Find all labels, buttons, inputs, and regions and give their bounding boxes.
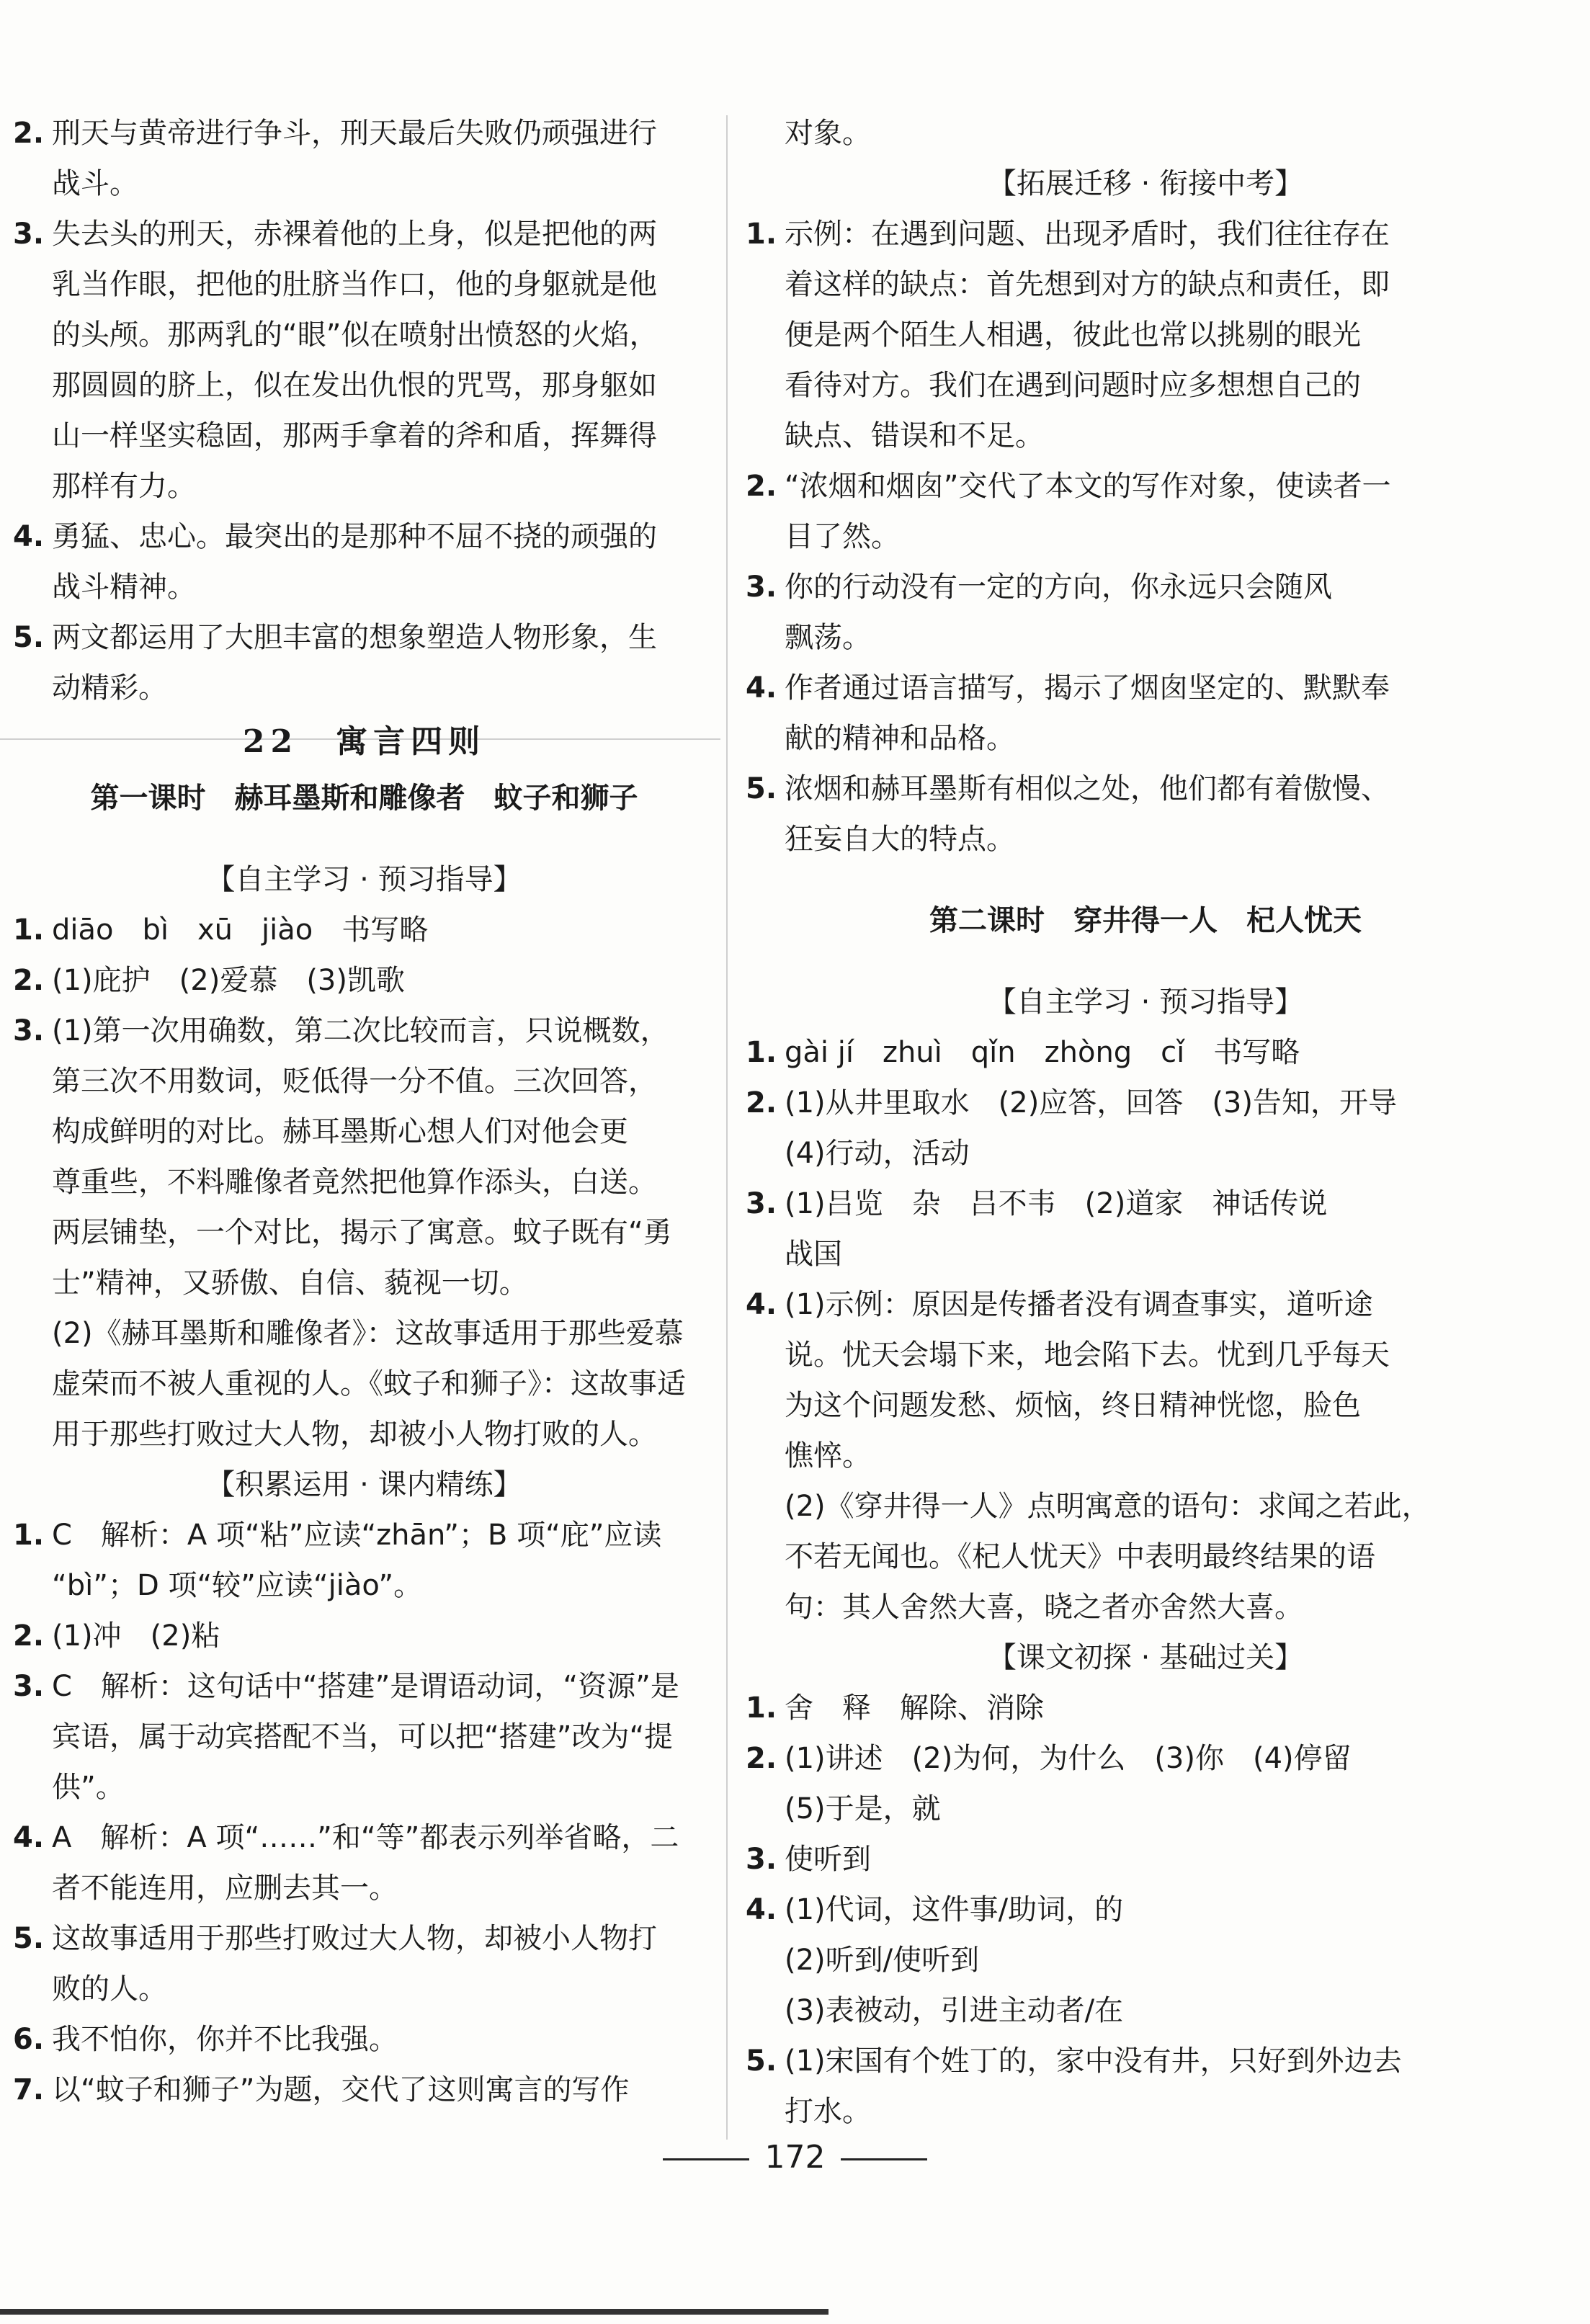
answer-continuation: (4)行动，活动 [785,1137,970,1170]
answer-continuation: 对象。 [785,117,871,150]
answer-continuation: 为这个问题发愁、烦恼，终日精神恍惚，脸色 [785,1389,1361,1422]
item-number: 5. [746,2044,777,2078]
item-text: “浓烟和烟囱”交代了本文的写作对象，使读者一 [785,470,1391,503]
answer-continuation: 说。忧天会塌下来，地会陷下去。忧到几乎每天 [785,1338,1390,1372]
answer-item [13,209,715,259]
answer-continuation: 那样有力。 [52,470,196,503]
item-number: 3. [13,1014,45,1047]
right-column [746,108,1545,2137]
section-heading: 【积累运用 · 课内精练】 [206,1468,522,1501]
item-number: 4. [746,1288,777,1321]
answer-item [13,1006,715,1056]
item-text: gài jí zhuì qǐn zhòng cǐ 书写略 [785,1036,1300,1069]
answer-continuation: 献的精神和品格。 [785,722,1015,755]
answer-item [746,1683,1545,1733]
item-text: 作者通过语言描写，揭示了烟囱坚定的、默默奉 [785,671,1390,705]
item-text: 勇猛、忠心。最突出的是那种不屈不挠的顽强的 [52,520,657,553]
answer-item [13,612,715,663]
item-number: 1. [13,1519,45,1552]
item-text: (1)第一次用确数，第二次比较而言，只说概数， [52,1014,669,1047]
answer-item [746,1027,1545,1078]
answer-continuation: 战斗精神。 [52,571,196,604]
item-number: 4. [13,1821,45,1854]
item-text: 舍 释 解除、消除 [785,1691,1044,1725]
answer-continuation: 着这样的缺点：首先想到对方的缺点和责任，即 [785,268,1390,301]
answer-item [13,955,715,1006]
section-heading: 【自主学习 · 预习指导】 [206,863,522,896]
item-text: C 解析：A 项“粘”应读“zhān”；B 项“庇”应读 [52,1519,662,1552]
item-text: 浓烟和赫耳墨斯有相似之处，他们都有着傲慢、 [785,772,1390,805]
answer-continuation: 构成鲜明的对比。赫耳墨斯心想人们对他会更 [52,1115,628,1148]
answer-continuation: (2)《赫耳墨斯和雕像者》：这故事适用于那些爱慕 [52,1317,684,1350]
item-text: 以“蚊子和狮子”为题，交代了这则寓言的写作 [52,2073,630,2106]
answer-item [746,1179,1545,1229]
answer-item [746,2036,1545,2086]
answer-continuation: 供”。 [52,1771,125,1804]
answer-item [13,1813,715,1863]
section-heading: 【拓展迁移 · 衔接中考】 [987,167,1304,200]
item-number: 3. [13,218,45,251]
item-text: 刑天与黄帝进行争斗，刑天最后失败仍顽强进行 [52,117,657,150]
item-number: 1. [13,913,45,947]
answer-continuation: 第三次不用数词，贬低得一分不值。三次回答， [52,1065,657,1098]
answer-continuation: 用于那些打败过大人物，却被小人物打败的人。 [52,1418,657,1451]
answer-item [13,108,715,158]
answer-continuation: 目了然。 [785,520,900,553]
answer-continuation: 士”精神，又骄傲、自信、藐视一切。 [52,1266,528,1300]
answer-continuation: 不若无闻也。《杞人忧天》中表明最终结果的语 [785,1540,1375,1573]
answer-continuation: 败的人。 [52,1972,167,2006]
item-text: 示例：在遇到问题、出现矛盾时，我们往往存在 [785,218,1390,251]
item-text: (1)代词，这件事/助词，的 [785,1893,1124,1926]
item-text: A 解析：A 项“……”和“等”都表示列举省略，二 [52,1821,679,1854]
answer-item [746,1885,1545,1935]
answer-item [13,1913,715,1964]
footer-dash-left [663,2158,749,2160]
section-heading: 【课文初探 · 基础过关】 [987,1641,1304,1674]
item-text: 你的行动没有一定的方向，你永远只会随风 [785,571,1332,604]
item-number: 5. [13,621,45,654]
answer-continuation: 战斗。 [52,167,138,200]
answer-continuation: 缺点、错误和不足。 [785,419,1044,452]
item-number: 3. [746,571,777,604]
item-number: 2. [746,1742,777,1775]
answer-item [746,764,1545,814]
item-text: 我不怕你，你并不比我强。 [52,2023,398,2056]
answer-item [13,1611,715,1661]
page-footer [0,2136,1590,2179]
spacer [746,948,1545,977]
item-text: 失去头的刑天，赤裸着他的上身，似是把他的两 [52,218,657,251]
item-text: (1)讲述 (2)为何，为什么 (3)你 (4)停留 [785,1742,1352,1775]
answer-item [13,1510,715,1560]
answer-continuation: 飘荡。 [785,621,871,654]
answer-continuation: (2)《穿井得一人》点明寓意的语句：求闻之若此， [785,1490,1431,1523]
item-number: 1. [746,1691,777,1725]
item-number: 2. [13,117,45,150]
answer-continuation: (5)于是，就 [785,1792,941,1825]
item-number: 5. [13,1922,45,1955]
item-number: 4. [746,671,777,705]
item-number: 6. [13,2023,45,2056]
item-number: 1. [746,1036,777,1069]
item-text: (1)吕览 杂 吕不韦 (2)道家 神话传说 [785,1187,1328,1220]
item-text: (1)冲 (2)粘 [52,1619,220,1653]
spacer [746,864,1545,893]
item-text: (1)庇护 (2)爱慕 (3)凯歌 [52,964,405,997]
left-column [13,108,715,2115]
answer-continuation: 者不能连用，应删去其一。 [52,1872,398,1905]
answer-item [13,2014,715,2065]
answer-item [746,1834,1545,1885]
item-text: (1)示例：原因是传播者没有调查事实，道听途 [785,1288,1373,1321]
section-heading: 【自主学习 · 预习指导】 [987,986,1304,1019]
answer-continuation: 乳当作眼，把他的肚脐当作口，他的身躯就是他 [52,268,657,301]
answer-continuation: 打水。 [785,2095,871,2128]
answer-continuation: 的头颅。那两乳的“眼”似在喷射出愤怒的火焰， [52,318,658,352]
item-number: 4. [746,1893,777,1926]
item-number: 3. [13,1670,45,1703]
item-number: 4. [13,520,45,553]
answer-item [746,209,1545,259]
item-number: 3. [746,1843,777,1876]
answer-continuation: 山一样坚实稳固，那两手拿着的斧和盾，挥舞得 [52,419,657,452]
answer-item [746,663,1545,713]
chapter-title: 22 寓言四则 [242,723,486,760]
page-number: 172 [764,2139,826,2176]
answer-continuation: (3)表被动，引进主动者/在 [785,1994,1124,2027]
item-number: 2. [13,1619,45,1653]
answer-continuation: 战国 [785,1238,842,1271]
answer-item [13,511,715,562]
answer-continuation: 句：其人舍然大喜，晓之者亦舍然大喜。 [785,1591,1303,1624]
item-text: 两文都运用了大胆丰富的想象塑造人物形象，生 [52,621,657,654]
lesson-title: 第二课时 穿井得一人 杞人忧天 [929,903,1362,937]
spacer [13,826,715,854]
item-number: 2. [746,470,777,503]
item-number: 2. [13,964,45,997]
answer-item [13,905,715,955]
answer-continuation: “bì”；D 项“较”应读“jiào”。 [52,1569,423,1602]
item-number: 2. [746,1086,777,1119]
answer-continuation: (2)听到/使听到 [785,1944,980,1977]
answer-continuation: 憔悴。 [785,1439,871,1472]
answer-item [13,1661,715,1712]
item-number: 1. [746,218,777,251]
item-number: 7. [13,2073,45,2106]
answer-continuation: 狂妄自大的特点。 [785,823,1015,856]
answer-continuation: 那圆圆的脐上，似在发出仇恨的咒骂，那身躯如 [52,369,657,402]
bottom-bar [0,2309,829,2315]
item-text: diāo bì xū jiào 书写略 [52,913,429,947]
answer-continuation: 虚荣而不被人重视的人。《蚊子和狮子》：这故事适 [52,1367,686,1400]
answer-continuation: 两层铺垫，一个对比，揭示了寓意。蚊子既有“勇 [52,1216,672,1249]
answer-item [746,1078,1545,1128]
answer-item [13,2065,715,2115]
item-text: 这故事适用于那些打败过大人物，却被小人物打 [52,1922,657,1955]
item-text: 使听到 [785,1843,871,1876]
answer-continuation: 尊重些，不料雕像者竟然把他算作添头，白送。 [52,1166,657,1199]
item-number: 5. [746,772,777,805]
answer-continuation: 宾语，属于动宾搭配不当，可以把“搭建”改为“提 [52,1720,674,1753]
item-text: (1)宋国有个姓丁的，家中没有井，只好到外边去 [785,2044,1402,2078]
footer-dash-right [841,2158,927,2160]
answer-continuation: 便是两个陌生人相遇，彼此也常以挑剔的眼光 [785,318,1361,352]
item-number: 3. [746,1187,777,1220]
answer-item [746,1279,1545,1330]
answer-item [746,1733,1545,1784]
column-divider [726,115,728,2140]
lesson-title: 第一课时 赫耳墨斯和雕像者 蚊子和狮子 [90,781,638,815]
answer-continuation: 动精彩。 [52,671,167,705]
answer-item [746,461,1545,511]
answer-item [746,562,1545,612]
item-text: (1)从井里取水 (2)应答，回答 (3)告知，开导 [785,1086,1397,1119]
answer-continuation: 看待对方。我们在遇到问题时应多想想自己的 [785,369,1361,402]
item-text: C 解析：这句话中“搭建”是谓语动词，“资源”是 [52,1670,679,1703]
